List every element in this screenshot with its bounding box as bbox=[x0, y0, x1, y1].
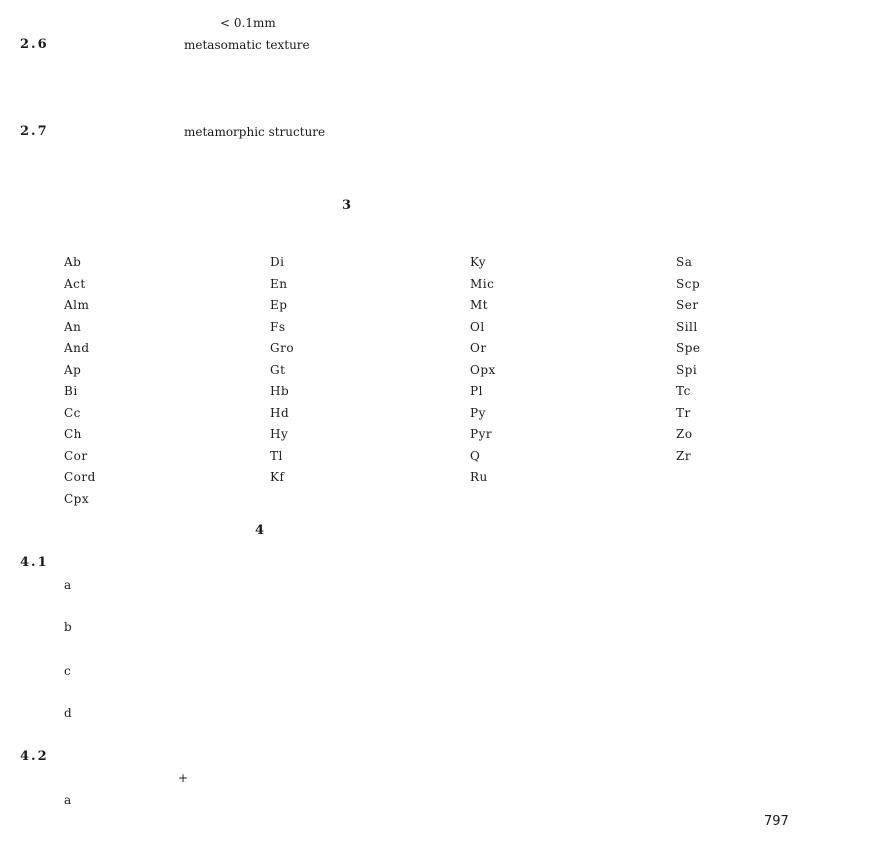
abbreviation: Ab bbox=[64, 255, 82, 269]
abbreviation: Ser bbox=[676, 298, 699, 312]
abbreviation-column-4 bbox=[676, 252, 701, 467]
abbreviation: Cor bbox=[64, 448, 88, 463]
abbreviation: Kf bbox=[270, 470, 285, 484]
abbreviation: And bbox=[64, 341, 90, 355]
abbreviation: Spi bbox=[676, 362, 698, 377]
abbreviation: Or bbox=[470, 341, 487, 355]
abbreviation: Zo bbox=[676, 427, 693, 441]
abbreviation: An bbox=[64, 319, 82, 334]
abbreviation: Cpx bbox=[64, 491, 90, 506]
chapter-3-number: 3 bbox=[342, 198, 352, 213]
abbreviation: Cc bbox=[64, 405, 81, 420]
abbreviation: Ep bbox=[270, 298, 288, 312]
abbreviation: Fs bbox=[270, 319, 286, 334]
abbreviation: Gro bbox=[270, 341, 295, 355]
abbreviation: Act bbox=[64, 276, 86, 291]
section-2-6-title: metasomatic texture bbox=[184, 38, 310, 52]
list-item-a: a bbox=[64, 578, 72, 592]
abbreviation: Scp bbox=[676, 276, 701, 291]
list-item-a: a bbox=[64, 793, 72, 807]
plus-sign: + bbox=[178, 771, 189, 785]
abbreviation: Tr bbox=[676, 405, 691, 420]
abbreviation: Cord bbox=[64, 470, 96, 484]
abbreviation: Mic bbox=[470, 276, 495, 291]
abbreviation: Tc bbox=[676, 384, 691, 398]
list-item-c: c bbox=[64, 664, 71, 678]
abbreviation: Gt bbox=[270, 362, 286, 377]
section-4-1-number: 4.1 bbox=[20, 555, 49, 570]
size-note: < 0.1mm bbox=[220, 16, 276, 30]
abbreviation-column-2 bbox=[270, 252, 294, 489]
abbreviation: Ol bbox=[470, 319, 485, 334]
list-item-d: d bbox=[64, 706, 72, 720]
abbreviation: Hy bbox=[270, 427, 289, 441]
abbreviation: Zr bbox=[676, 448, 692, 463]
section-2-6-number: 2.6 bbox=[20, 37, 49, 52]
abbreviation: Mt bbox=[470, 298, 489, 312]
abbreviation: Pl bbox=[470, 384, 483, 398]
abbreviation: Ru bbox=[470, 470, 488, 484]
abbreviation: Opx bbox=[470, 362, 496, 377]
abbreviation: Sill bbox=[676, 319, 698, 334]
abbreviation-column-3 bbox=[470, 252, 496, 489]
abbreviation: Ap bbox=[64, 362, 82, 377]
page-number: 797 bbox=[764, 814, 789, 829]
abbreviation-column-1 bbox=[64, 252, 96, 510]
abbreviation: Alm bbox=[64, 298, 90, 312]
list-item-b: b bbox=[64, 620, 72, 634]
chapter-4-number: 4 bbox=[255, 523, 265, 538]
abbreviation: Spe bbox=[676, 341, 701, 355]
abbreviation: Sa bbox=[676, 255, 693, 269]
section-2-7-number: 2.7 bbox=[20, 124, 49, 139]
abbreviation: Di bbox=[270, 255, 285, 269]
abbreviation: Hb bbox=[270, 384, 290, 398]
abbreviation: Q bbox=[470, 448, 481, 463]
abbreviation: Hd bbox=[270, 405, 290, 420]
abbreviation: Tl bbox=[270, 448, 283, 463]
abbreviation: Ky bbox=[470, 255, 486, 269]
section-4-2-number: 4.2 bbox=[20, 749, 49, 764]
abbreviation: Pyr bbox=[470, 427, 493, 441]
abbreviation: Py bbox=[470, 405, 486, 420]
abbreviation: Ch bbox=[64, 427, 82, 441]
abbreviation: En bbox=[270, 276, 288, 291]
section-2-7-title: metamorphic structure bbox=[184, 125, 326, 139]
abbreviation: Bi bbox=[64, 384, 78, 398]
